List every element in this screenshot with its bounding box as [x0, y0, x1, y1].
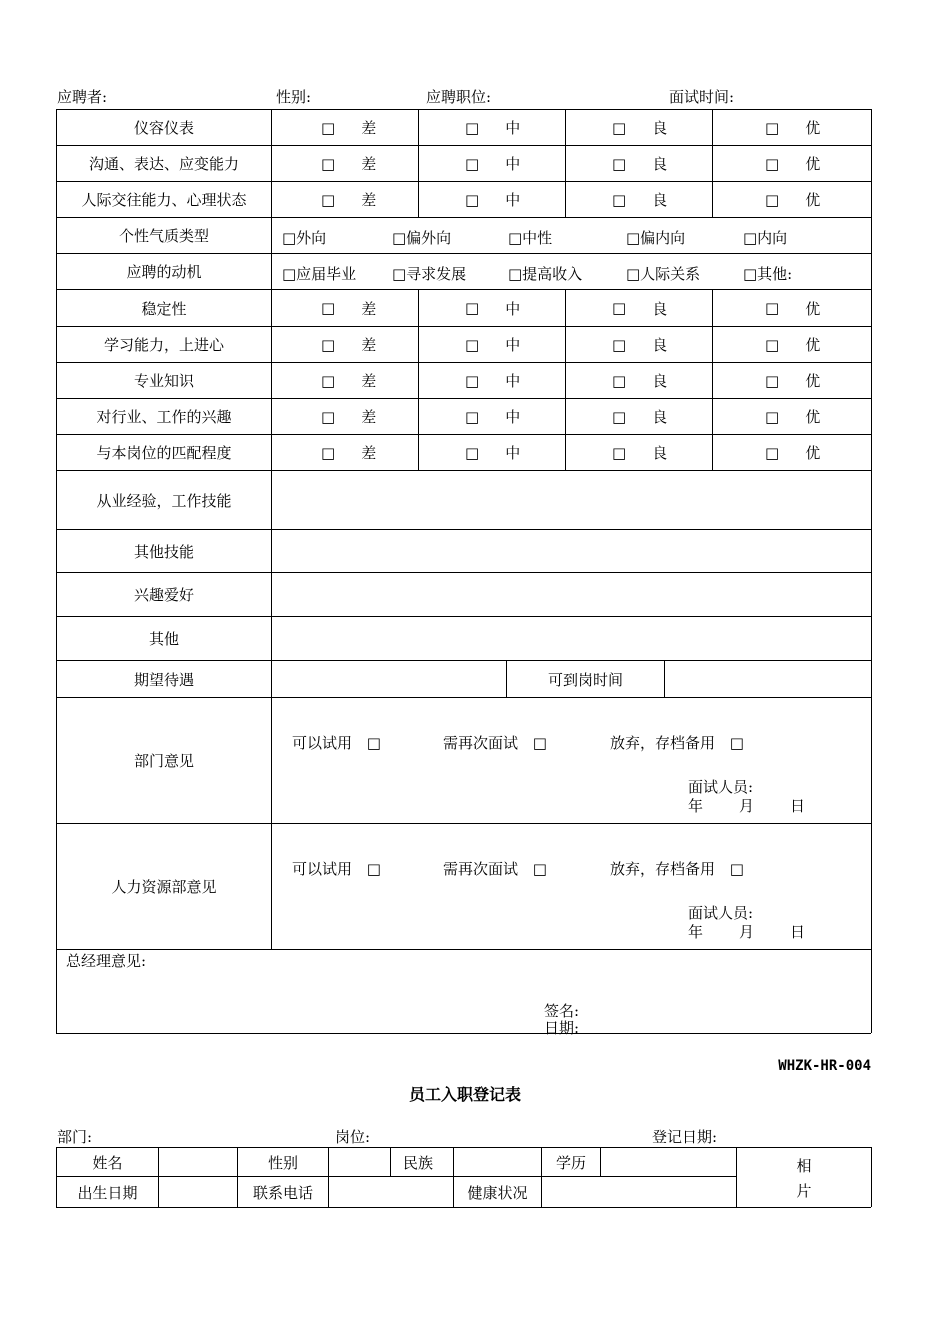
checkbox-icon[interactable]: □: [465, 154, 480, 173]
health-label: 健康状况: [467, 1183, 528, 1202]
reg-date-label: 登记日期:: [652, 1128, 718, 1146]
rating-level-label: 差: [361, 119, 377, 137]
dept-discard-option[interactable]: [610, 732, 744, 753]
row-label-other-skills: 其他技能: [133, 542, 194, 561]
rating-communication-good[interactable]: [612, 146, 667, 181]
rating-learning-good[interactable]: [612, 327, 667, 362]
checkbox-icon[interactable]: □: [465, 299, 480, 317]
checkbox-icon[interactable]: □: [612, 443, 627, 462]
hr-year-label: 年: [688, 923, 704, 941]
rating-level-label: 优: [805, 155, 821, 173]
rating-level-label: 优: [805, 408, 821, 426]
rating-level-label: 良: [652, 191, 668, 209]
temperament-option-introvert[interactable]: □内向: [743, 229, 788, 247]
rating-interpersonal-poor[interactable]: [321, 182, 376, 217]
rating-level-label: 良: [652, 299, 668, 318]
row-label-hr-opinion: 人力资源部意见: [111, 878, 217, 896]
row-label-interest: 对行业、工作的兴趣: [96, 408, 232, 426]
checkbox-icon[interactable]: □: [729, 860, 744, 878]
rating-level-label: 中: [505, 119, 521, 137]
rating-knowledge-poor[interactable]: [321, 363, 376, 398]
rating-level-label: 优: [805, 299, 821, 318]
discard-label: 放弃，存档备用: [610, 734, 716, 752]
checkbox-icon[interactable]: □: [765, 335, 780, 354]
rating-interest-poor[interactable]: [321, 399, 376, 434]
checkbox-icon[interactable]: □: [366, 860, 381, 878]
rating-interest-excellent[interactable]: [765, 399, 820, 434]
applicant-label: 应聘者:: [57, 88, 108, 106]
gm-date-label: 日期:: [544, 1019, 580, 1037]
rating-communication-average[interactable]: [465, 146, 520, 181]
form-title: 员工入职登记表: [408, 1085, 521, 1104]
gender-label: 性别:: [276, 88, 312, 106]
checkbox-icon[interactable]: □: [465, 443, 480, 462]
row-label-available-date: 可到岗时间: [547, 670, 623, 689]
rating-interest-average[interactable]: [465, 399, 520, 434]
rating-level-label: 中: [505, 372, 521, 390]
hr-discard-option[interactable]: [610, 858, 744, 879]
dept-month-label: 月: [739, 797, 755, 815]
checkbox-icon[interactable]: □: [532, 860, 547, 878]
checkbox-icon[interactable]: □: [765, 407, 780, 426]
row-label-other: 其他: [148, 630, 179, 648]
rating-level-label: 差: [361, 444, 377, 462]
motivation-option-development[interactable]: □寻求发展: [392, 265, 467, 283]
checkbox-icon[interactable]: □: [465, 190, 480, 209]
dept-interviewer-label: 面试人员:: [688, 778, 754, 796]
row-label-interpersonal: 人际交往能力、心理状态: [81, 191, 247, 209]
rating-communication-excellent[interactable]: [765, 146, 820, 181]
document-code: WHZK-HR-004: [778, 1058, 871, 1074]
motivation-option-income[interactable]: □提高收入: [508, 265, 583, 283]
checkbox-icon[interactable]: □: [765, 299, 780, 317]
rating-stability-excellent[interactable]: [765, 290, 820, 326]
rating-match-excellent[interactable]: [765, 435, 820, 470]
rating-appearance-poor[interactable]: [321, 110, 376, 145]
gender-field-label: 性别: [267, 1153, 298, 1172]
checkbox-icon[interactable]: □: [612, 407, 627, 426]
rating-level-label: 优: [805, 191, 821, 209]
checkbox-icon[interactable]: □: [321, 371, 336, 390]
checkbox-icon[interactable]: □: [321, 190, 336, 209]
row-label-motivation: 应聘的动机: [126, 263, 202, 281]
row-label-appearance: 仪容仪表: [133, 119, 194, 137]
row-label-dept-opinion: 部门意见: [133, 752, 194, 770]
phone-label: 联系电话: [252, 1183, 313, 1202]
checkbox-icon[interactable]: □: [321, 335, 336, 354]
row-label-learning: 学习能力，上进心: [103, 336, 224, 354]
row-label-communication: 沟通、表达、应变能力: [88, 155, 239, 173]
checkbox-icon[interactable]: □: [321, 407, 336, 426]
rating-knowledge-excellent[interactable]: [765, 363, 820, 398]
row-label-temperament: 个性气质类型: [118, 227, 209, 245]
checkbox-icon[interactable]: □: [765, 190, 780, 209]
row-label-expected-pay: 期望待遇: [133, 670, 194, 689]
checkbox-icon[interactable]: □: [729, 734, 744, 752]
rating-learning-excellent[interactable]: [765, 327, 820, 362]
education-label: 学历: [555, 1153, 586, 1172]
rating-match-poor[interactable]: [321, 435, 376, 470]
rating-level-label: 良: [652, 155, 668, 173]
ethnicity-label: 民族: [403, 1153, 434, 1172]
checkbox-icon[interactable]: □: [612, 190, 627, 209]
reinterview-label: 需再次面试: [443, 860, 519, 878]
rating-stability-good[interactable]: [612, 290, 667, 326]
checkbox-icon[interactable]: □: [765, 443, 780, 462]
checkbox-icon[interactable]: □: [321, 154, 336, 173]
rating-level-label: 中: [505, 191, 521, 209]
rating-level-label: 中: [505, 155, 521, 173]
row-label-knowledge: 专业知识: [133, 372, 194, 390]
rating-stability-average[interactable]: [465, 290, 520, 326]
discard-label: 放弃，存档备用: [610, 860, 716, 878]
hr-interviewer-label: 面试人员:: [688, 904, 754, 922]
rating-level-label: 良: [652, 372, 668, 390]
rating-interpersonal-excellent[interactable]: [765, 182, 820, 217]
checkbox-icon[interactable]: □: [765, 118, 780, 137]
checkbox-icon[interactable]: □: [465, 371, 480, 390]
dept-trial-option[interactable]: [292, 732, 381, 753]
trial-label: 可以试用: [292, 860, 353, 878]
dept-label: 部门:: [57, 1128, 93, 1146]
hr-month-label: 月: [739, 923, 755, 941]
checkbox-icon[interactable]: □: [465, 407, 480, 426]
checkbox-icon[interactable]: □: [612, 154, 627, 173]
checkbox-icon[interactable]: □: [612, 299, 627, 317]
photo-label-1: 相: [796, 1156, 812, 1175]
rating-level-label: 差: [361, 299, 377, 318]
hr-trial-option[interactable]: [292, 858, 381, 879]
rating-level-label: 优: [805, 119, 821, 137]
checkbox-icon[interactable]: □: [465, 118, 480, 137]
rating-communication-poor[interactable]: [321, 146, 376, 181]
gm-opinion-label: 总经理意见:: [66, 952, 147, 970]
rating-match-good[interactable]: [612, 435, 667, 470]
rating-level-label: 优: [805, 444, 821, 462]
birth-date-label: 出生日期: [77, 1183, 138, 1202]
dept-year-label: 年: [688, 797, 704, 815]
checkbox-icon[interactable]: □: [612, 371, 627, 390]
post-label: 岗位:: [335, 1128, 371, 1146]
row-label-match: 与本岗位的匹配程度: [96, 444, 232, 462]
rating-knowledge-average[interactable]: [465, 363, 520, 398]
checkbox-icon[interactable]: □: [321, 118, 336, 137]
rating-interest-good[interactable]: [612, 399, 667, 434]
rating-level-label: 差: [361, 408, 377, 426]
rating-level-label: 良: [652, 444, 668, 462]
rating-level-label: 优: [805, 372, 821, 390]
checkbox-icon[interactable]: □: [366, 734, 381, 752]
rating-knowledge-good[interactable]: [612, 363, 667, 398]
rating-level-label: 差: [361, 372, 377, 390]
interview-time-label: 面试时间:: [669, 88, 735, 106]
trial-label: 可以试用: [292, 734, 353, 752]
row-label-experience: 从业经验，工作技能: [96, 491, 232, 510]
checkbox-icon[interactable]: □: [612, 335, 627, 354]
rating-level-label: 良: [652, 408, 668, 426]
row-label-stability: 稳定性: [141, 299, 187, 318]
rating-level-label: 良: [652, 336, 668, 354]
rating-level-label: 中: [505, 408, 521, 426]
rating-level-label: 中: [505, 444, 521, 462]
rating-level-label: 差: [361, 336, 377, 354]
rating-level-label: 差: [361, 191, 377, 209]
photo-label-2: 片: [796, 1181, 812, 1200]
dept-reinterview-option[interactable]: [443, 732, 547, 753]
rating-appearance-good[interactable]: [612, 110, 667, 145]
rating-appearance-excellent[interactable]: [765, 110, 820, 145]
rating-level-label: 差: [361, 155, 377, 173]
checkbox-icon[interactable]: □: [765, 371, 780, 390]
rating-level-label: 良: [652, 119, 668, 137]
dept-day-label: 日: [790, 797, 806, 815]
rating-appearance-average[interactable]: [465, 110, 520, 145]
temperament-option-extrovert[interactable]: □外向: [282, 229, 327, 247]
checkbox-icon[interactable]: □: [532, 734, 547, 752]
reinterview-label: 需再次面试: [443, 734, 519, 752]
rating-learning-poor[interactable]: [321, 327, 376, 362]
rating-level-label: 中: [505, 299, 521, 318]
temperament-option-neutral[interactable]: □中性: [508, 229, 553, 247]
temperament-option-slightly-extrovert[interactable]: □偏外向: [392, 229, 452, 247]
checkbox-icon[interactable]: □: [465, 335, 480, 354]
hr-reinterview-option[interactable]: [443, 858, 547, 879]
motivation-option-graduate[interactable]: □应届毕业: [282, 265, 357, 283]
rating-learning-average[interactable]: [465, 327, 520, 362]
rating-match-average[interactable]: [465, 435, 520, 470]
checkbox-icon[interactable]: □: [321, 443, 336, 462]
checkbox-icon[interactable]: □: [321, 299, 336, 317]
temperament-option-slightly-introvert[interactable]: □偏内向: [626, 229, 686, 247]
rating-interpersonal-good[interactable]: [612, 182, 667, 217]
row-label-hobbies: 兴趣爱好: [133, 586, 194, 604]
position-label: 应聘职位:: [426, 88, 492, 106]
rating-level-label: 优: [805, 336, 821, 354]
hr-day-label: 日: [790, 923, 806, 941]
motivation-option-relationships[interactable]: □人际关系: [626, 265, 701, 283]
checkbox-icon[interactable]: □: [765, 154, 780, 173]
rating-stability-poor[interactable]: [321, 290, 376, 326]
rating-interpersonal-average[interactable]: [465, 182, 520, 217]
name-label: 姓名: [92, 1153, 123, 1172]
rating-level-label: 中: [505, 336, 521, 354]
motivation-option-other[interactable]: □其他:: [743, 265, 793, 283]
checkbox-icon[interactable]: □: [612, 118, 627, 137]
gm-sign-label: 签名:: [544, 1002, 580, 1020]
